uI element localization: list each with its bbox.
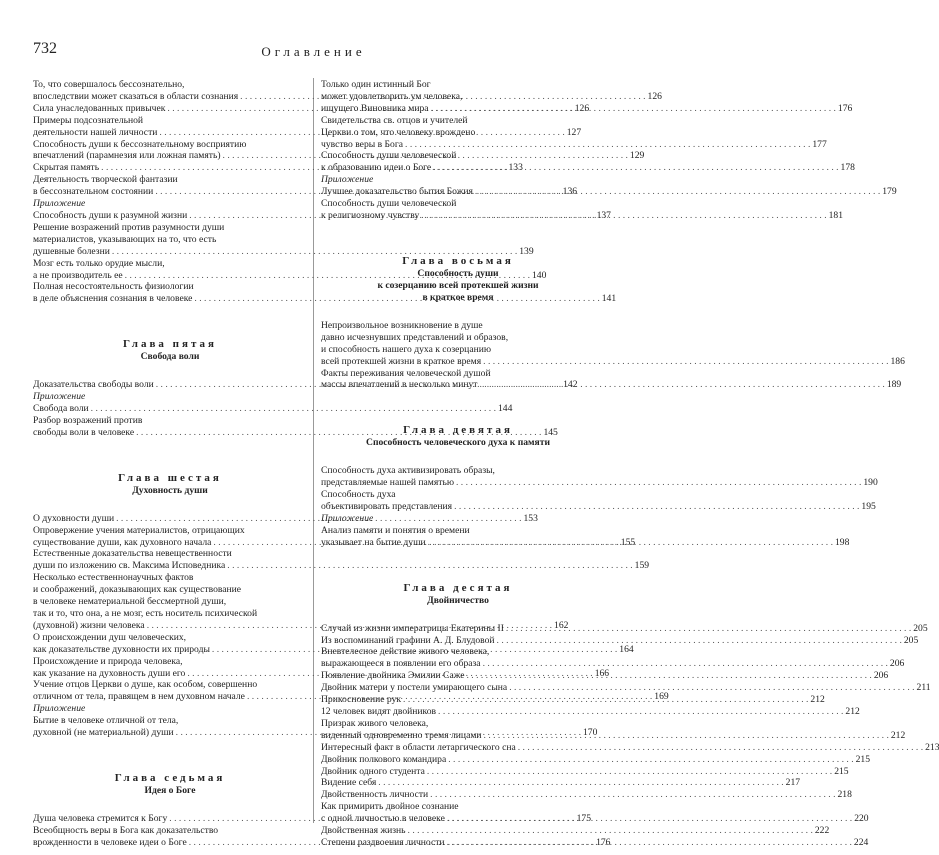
toc-entry-text: и соображений, доказывающих как существование (33, 584, 242, 596)
toc-entry-text: к религиозному чувству (321, 209, 420, 221)
toc-entry-text: Факты переживания человеческой душой (321, 367, 491, 379)
toc-entry-line (321, 706, 860, 718)
toc-page-number: 222 (814, 825, 830, 837)
toc-page-number: 140 (531, 269, 547, 281)
toc-page-number: 218 (837, 789, 852, 801)
toc-entry-text: объективировать представления (321, 501, 453, 513)
toc-page-number: 215 (855, 753, 870, 765)
toc-entry[interactable] (321, 682, 931, 694)
toc-entry-text: с одной личностью в человеке (321, 813, 445, 825)
toc-entry-text: свободы воли в человеке (33, 426, 135, 438)
dot-leader (483, 658, 888, 670)
toc-entry-text: чувство веры в Бога (321, 138, 404, 150)
toc-entry-text: Степени раздвоения личности (321, 836, 445, 848)
dot-leader (438, 706, 843, 718)
toc-entry[interactable] (321, 741, 939, 754)
toc-entry[interactable] (321, 777, 801, 789)
toc-entry-text: выражающееся в появлении его образа (321, 658, 481, 670)
toc-entry-text: так и то, что она, а не мозг, есть носитель психической (33, 608, 258, 619)
toc-entry-line (321, 789, 852, 801)
toc-entry-text: Двойник полкового командира (321, 753, 447, 765)
toc-entry-text: Сила унаследованных привычек (33, 102, 166, 114)
toc-entry-text: к образованию идеи о Боге (321, 162, 432, 174)
toc-entry-text: Случай из жизни императрицы Екатерины II (321, 622, 504, 634)
dot-leader (433, 162, 838, 174)
toc-entry[interactable] (321, 186, 897, 198)
toc-entry-text: Учение отцов Церкви о душе, как особом, совершенно (33, 679, 258, 691)
toc-entry-line (321, 634, 919, 647)
toc-page-number: 153 (523, 512, 538, 524)
toc-entry-text: Способность духа активизировать образы, (321, 465, 495, 477)
toc-page-number: 212 (890, 729, 906, 741)
chapter-heading (321, 581, 595, 607)
dot-leader (483, 356, 888, 368)
toc-entry-text: Мозг есть только орудие мысли, (33, 257, 165, 269)
toc-page-number: 186 (890, 355, 905, 367)
toc-entry[interactable] (321, 825, 830, 837)
toc-entry[interactable] (33, 548, 650, 572)
dot-leader (421, 210, 826, 222)
toc-entry-text: Двойственность личности (321, 789, 429, 801)
toc-page-number: 162 (554, 619, 569, 631)
chapter-title: Духовность души (132, 484, 208, 496)
toc-page-number: 144 (498, 403, 513, 415)
toc-entry-text: Скрытая память (33, 162, 100, 174)
dot-leader (509, 682, 914, 694)
toc-entry-text: массы впечатлений в несколько минут (321, 379, 478, 391)
toc-page-number: 159 (634, 560, 650, 572)
toc-entry-text: как указание на духовность души его (33, 667, 186, 679)
toc-entry-text: То, что совершалось бессознательно, (33, 79, 185, 90)
toc-entry-text: врожденности в человеке идеи о Боге (33, 836, 187, 848)
toc-entry[interactable] (321, 765, 849, 778)
toc-entry-text: материалистов, указывающих на то, что есть (33, 233, 217, 245)
dot-leader (456, 477, 861, 489)
chapter-number: Глава девятая (403, 424, 513, 437)
toc-page-number: 129 (629, 150, 645, 162)
toc-page-number: 176 (837, 102, 853, 114)
dot-leader (518, 742, 923, 754)
toc-entry-text: Происхождение и природа человека, (33, 655, 183, 667)
toc-page-number: 205 (903, 634, 919, 646)
toc-entry-text: в бессознательном состоянии (33, 186, 154, 198)
chapter-number: Глава восьмая (402, 254, 514, 267)
chapter-heading (33, 337, 307, 363)
toc-entry-text: впечатлений (парамнезия или ложная память) (33, 150, 221, 162)
toc-entry-line (321, 622, 928, 635)
toc-page-number: 181 (828, 209, 843, 221)
toc-entry-text: О духовности души (33, 512, 115, 524)
toc-entry-text: Решение возражений против разумности души (33, 221, 225, 233)
toc-entry[interactable] (321, 801, 869, 825)
toc-entry-line (321, 765, 849, 778)
toc-page-number: 213 (925, 741, 939, 753)
toc-page-number: 177 (812, 138, 827, 150)
toc-entry-text: Интересный факт в области летаргического сна (321, 741, 516, 753)
toc-page-number: 205 (913, 622, 928, 634)
toc-entry-line (321, 741, 939, 754)
toc-entry-text: Видение себя (321, 777, 377, 789)
toc-entry-text: Лучшее доказательство бытия Божия (321, 186, 473, 198)
dot-leader (466, 667, 871, 682)
toc-entry-text: Способность души к бессознательному восприятию (33, 138, 247, 150)
toc-entry-text: Несколько естественнонаучных фактов (33, 572, 194, 584)
dot-leader (497, 635, 902, 647)
appendix-label: Приложение (33, 391, 86, 403)
toc-entry-text: Призрак живого человека, (321, 717, 429, 729)
dot-leader (484, 730, 889, 742)
toc-entry[interactable] (33, 403, 513, 415)
dot-leader (479, 379, 884, 391)
toc-entry-text: Способность души человеческой (321, 198, 457, 210)
toc-entry-line (33, 403, 513, 415)
dot-leader (405, 139, 810, 151)
chapter-heading (321, 423, 595, 449)
toc-page-number: 166 (594, 667, 610, 679)
toc-entry-text: О происхождении душ человеческих, (33, 631, 187, 643)
toc-page-number: 169 (654, 691, 669, 703)
dot-leader (506, 623, 911, 635)
dot-leader (428, 537, 833, 549)
toc-page-number: 136 (562, 186, 578, 198)
toc-page-number: 127 (566, 126, 582, 138)
toc-entry-text: Прикосновение рук (321, 694, 402, 706)
toc-entry-text: Бытие в человеке отличной от тела, (33, 715, 179, 727)
chapter-heading (33, 471, 307, 497)
toc-entry-text: указывает на бытие души (321, 536, 426, 548)
chapter-number: Глава десятая (403, 581, 513, 594)
appendix-label: Приложение (321, 174, 374, 186)
appendix-label: Приложение (33, 198, 86, 210)
appendix-label: Приложение (321, 512, 374, 524)
toc-entry-line (321, 658, 905, 670)
toc-entry-line (33, 245, 534, 258)
toc-entry-line (321, 162, 855, 174)
chapter-title: Способность человеческого духа к памяти (366, 437, 550, 449)
toc-page-number: 195 (861, 501, 876, 513)
dot-leader (427, 766, 832, 778)
toc-entry-text: Свидетельства св. отцов и учителей (321, 114, 468, 126)
toc-entry-text: Непроизвольное возникновение в душе (321, 319, 483, 331)
toc-entry-text: Доказательства свободы воли (33, 379, 154, 391)
toc-page-number: 155 (620, 536, 636, 548)
dot-leader (378, 777, 783, 789)
toc-entry[interactable] (321, 717, 906, 742)
toc-entry[interactable] (33, 221, 534, 258)
appendix-label: Приложение (33, 703, 86, 715)
toc-entry-text: 12 человек видят двойников (321, 706, 437, 717)
toc-page-number: 142 (563, 379, 578, 391)
toc-page-number: 179 (882, 186, 897, 198)
toc-page-number: 126 (647, 90, 662, 102)
toc-page-number: 206 (889, 658, 905, 670)
toc-entry[interactable] (321, 753, 870, 766)
chapter-number: Глава шестая (118, 471, 222, 484)
toc-entry[interactable] (321, 367, 902, 392)
toc-entry-text: отличном от тела, правящем в нем духовном начале (33, 691, 245, 703)
chapter-title: к созерцанию всей протекшей жизни (377, 279, 539, 291)
toc-entry-text: в деле объяснения сознания в человеке (33, 293, 193, 305)
toc-entry-text: как доказательстве духовности их природы (33, 643, 210, 655)
toc-entry-text: душевные болезни (33, 245, 110, 257)
toc-entry-text: существование души, как духовного начала (33, 536, 212, 548)
toc-entry-line (321, 813, 869, 825)
chapter-title: Двойничество (427, 594, 489, 606)
toc-entry[interactable] (321, 622, 928, 635)
toc-entry-line (321, 501, 876, 513)
toc-entry-text: представляемые нашей памятью (321, 477, 454, 489)
toc-entry[interactable] (321, 319, 905, 368)
toc-entry-text: Свобода воли (33, 403, 89, 415)
dot-leader (447, 813, 852, 825)
toc-entry-line (33, 560, 650, 572)
toc-page-number: 170 (583, 727, 598, 739)
chapter-heading (33, 771, 307, 797)
toc-page-number: 217 (785, 777, 801, 789)
toc-page-number: 137 (596, 209, 611, 221)
toc-entry-text: ищущего Виновника мира (321, 102, 429, 114)
toc-page-number: 215 (834, 765, 849, 777)
toc-entry-text: Всеобщность веры в Бога как доказательство (33, 824, 219, 836)
toc-entry-text: Появление двойника Эмилии Саже (321, 670, 465, 682)
toc-entry-text: Церкви о том, что человеку врождено (321, 126, 476, 138)
toc-entry-text: Примеры подсознательной (33, 114, 144, 126)
toc-entry-text: Разбор возражений против (33, 414, 143, 426)
toc-entry-text: Анализ памяти и понятия о времени (321, 524, 470, 536)
toc-page-number: 198 (834, 536, 850, 548)
toc-page-number: 176 (596, 836, 611, 848)
toc-page-number: 220 (854, 813, 869, 825)
toc-entry-line (321, 753, 870, 766)
chapter-heading (321, 254, 595, 304)
toc-entry-text: деятельности нашей личности (33, 126, 158, 138)
chapter-title: Идея о Боге (144, 784, 196, 796)
toc-entry-text: Естественные доказательства невещественности (33, 548, 232, 560)
toc-entry-text: Полная несостоятельность физиологии (33, 281, 194, 293)
dot-leader (447, 837, 852, 849)
toc-entry[interactable] (321, 789, 852, 801)
toc-entry-text: Двойственная жизнь (321, 825, 406, 837)
toc-entry-line (321, 379, 902, 391)
toc-page-number: 178 (840, 162, 855, 174)
toc-page-number: 164 (619, 643, 634, 655)
toc-entry-text: Двойник одного студента (321, 765, 425, 777)
toc-entry[interactable] (321, 489, 876, 513)
toc-page-number: 141 (601, 293, 617, 305)
chapter-number: Глава пятая (123, 338, 217, 351)
toc-entry-text: Двойник матери у постели умирающего сына (321, 682, 508, 694)
toc-entry-text: Способность духа (321, 489, 396, 501)
toc-entry-text: души по изложению св. Максима Исповедника (33, 560, 226, 572)
toc-entry-text: всей протекшей жизни в краткое время (321, 355, 482, 367)
toc-entry-text: впоследствии может сказаться в области сознания (33, 90, 239, 102)
toc-entry-text: Вневтелесное действие живого человека, (321, 646, 490, 658)
toc-entry-text: Только один истинный Бог (321, 79, 431, 90)
toc-entry-line (321, 102, 853, 115)
toc-page-number: 224 (853, 836, 869, 848)
toc-entry-text: (духовной) жизни человека (33, 619, 145, 631)
toc-entry-text: Опровержение учения материалистов, отрицающих (33, 524, 245, 536)
toc-entry-text: Из воспоминаний графини А. Д. Блудовой (321, 634, 495, 646)
toc-entry[interactable] (321, 634, 919, 647)
chapter-title: Способность души (417, 267, 499, 279)
chapter-number: Глава седьмая (114, 771, 226, 784)
toc-entry-line (321, 355, 905, 368)
toc-entry[interactable] (321, 706, 860, 718)
toc-entry-text: может удовлетворить ум человека, (321, 90, 463, 102)
dot-leader (408, 825, 813, 837)
toc-page-number: 190 (863, 477, 878, 489)
toc-entry-line (321, 138, 827, 151)
toc-page-number: 212 (845, 706, 860, 717)
toc-page-number: 175 (576, 812, 591, 824)
toc-entry-text: в человеке нематериальной бессмертной души, (33, 596, 227, 608)
toc-entry-text: духовной (не материальной) души (33, 727, 174, 739)
dot-leader (403, 694, 808, 706)
toc-page-number: 212 (810, 694, 825, 706)
toc-page-number: 126 (574, 102, 590, 114)
toc-page-number: 211 (916, 682, 931, 694)
chapter-title: в краткое время (422, 291, 494, 303)
toc-entry-text: Способность души к разумной жизни (33, 209, 188, 221)
running-header: Оглавление (261, 44, 366, 59)
toc-entry-text: а не производитель ее (33, 269, 123, 281)
toc-entry-text: Как примирить двойное сознание (321, 801, 459, 813)
toc-entry-line (321, 825, 830, 837)
dot-leader (475, 186, 880, 198)
toc-entry-text: и способность нашего духа к созерцанию (321, 343, 492, 355)
dot-leader (431, 103, 836, 115)
toc-entry-text: давно исчезнувших представлений и образов, (321, 331, 509, 343)
toc-entry-line (321, 186, 897, 198)
toc-entry[interactable] (321, 465, 878, 489)
dot-leader (448, 754, 853, 766)
dot-leader (454, 501, 859, 513)
toc-entry-text: Способность души человеческой (321, 150, 457, 162)
toc-page-number: 145 (543, 426, 558, 438)
chapter-title: Свобода воли (140, 351, 200, 363)
toc-entry-line (321, 777, 801, 789)
page-number: 732 (33, 40, 57, 57)
toc-page-number: 206 (873, 670, 889, 682)
toc-entry-text: Деятельность творческой фантазии (33, 174, 178, 186)
toc-entry-line (321, 477, 878, 489)
toc-entry[interactable] (321, 114, 827, 151)
toc-entry-text: Душа человека стремится к Богу (33, 812, 168, 824)
toc-page-number: 133 (508, 162, 523, 174)
toc-entry-text: виденный одновременно тремя лицами (321, 729, 482, 741)
toc-page-number: 189 (886, 379, 902, 391)
toc-entry-line (321, 729, 906, 742)
dot-leader (430, 789, 835, 801)
toc-entry-line (321, 682, 931, 694)
toc-page-number: 139 (519, 245, 534, 257)
